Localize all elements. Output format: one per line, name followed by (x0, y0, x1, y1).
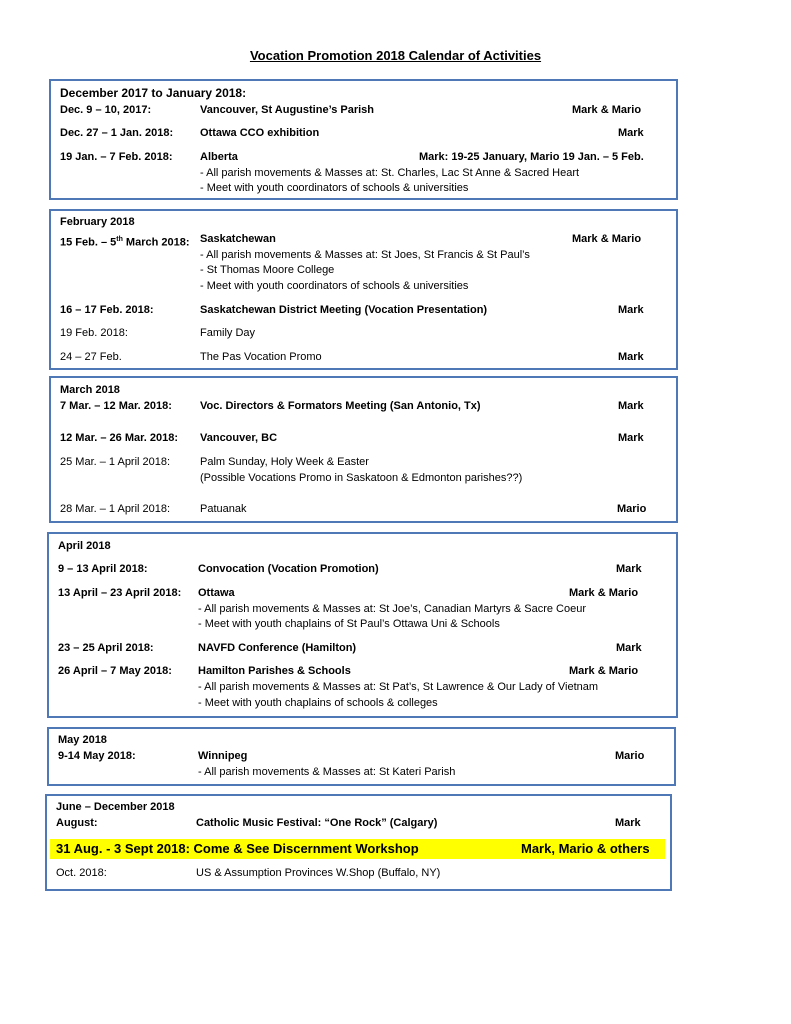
row-date: Dec. 27 – 1 Jan. 2018: (60, 127, 174, 139)
section-heading: April 2018 (58, 540, 111, 552)
row-who: Mark (618, 127, 644, 139)
section-heading: February 2018 (60, 216, 135, 228)
highlight-who: Mark, Mario & others (521, 841, 650, 856)
row-detail: - Meet with youth coordinators of schools & universities (200, 182, 469, 194)
row-who: Mark & Mario (572, 233, 642, 245)
row-event: Alberta (200, 151, 238, 163)
row-detail: - All parish movements & Masses at: St Joes, St Francis & St Paul’s (200, 249, 530, 261)
row-detail: - All parish movements & Masses at: St Kateri Parish (198, 766, 456, 778)
row-who: Mark (618, 400, 644, 412)
row-date: 9-14 May 2018: (58, 750, 136, 762)
row-who: Mark (615, 817, 641, 829)
row-event: US & Assumption Provinces W.Shop (Buffalo, NY) (196, 867, 441, 879)
section-heading: June – December 2018 (56, 801, 175, 813)
row-date: August: (56, 817, 98, 829)
row-event: Ottawa (198, 587, 235, 599)
row-event: Voc. Directors & Formators Meeting (San Antonio, Tx) (200, 400, 481, 412)
row-detail: (Possible Vocations Promo in Saskatoon & Edmonton parishes??) (200, 472, 523, 484)
row-event: The Pas Vocation Promo (200, 351, 322, 363)
row-who: Mark & Mario (569, 587, 639, 599)
section-march (49, 376, 678, 523)
row-event: Saskatchewan District Meeting (Vocation Presentation) (200, 304, 488, 316)
row-detail: - All parish movements & Masses at: St Pat’s, St Lawrence & Our Lady of Vietnam (198, 681, 599, 693)
row-date: 19 Jan. – 7 Feb. 2018: (60, 151, 173, 163)
row-who: Mark & Mario (569, 665, 639, 677)
row-event: NAVFD Conference (Hamilton) (198, 642, 357, 654)
row-event: Patuanak (200, 503, 247, 515)
row-event: Palm Sunday, Holy Week & Easter (200, 456, 369, 468)
row-event: Convocation (Vocation Promotion) (198, 563, 379, 575)
row-event: Ottawa CCO exhibition (200, 127, 320, 139)
section-heading: May 2018 (58, 734, 107, 746)
row-event: Winnipeg (198, 750, 248, 762)
row-date: 25 Mar. – 1 April 2018: (60, 456, 171, 468)
row-date: 13 April – 23 April 2018: (58, 587, 182, 599)
row-date: 23 – 25 April 2018: (58, 642, 154, 654)
row-who: Mario (617, 503, 647, 515)
row-date: 19 Feb. 2018: (60, 327, 128, 339)
row-date: 26 April – 7 May 2018: (58, 665, 172, 677)
row-date: 12 Mar. – 26 Mar. 2018: (60, 432, 179, 444)
row-event: Vancouver, St Augustine’s Parish (200, 104, 375, 116)
row-date: 15 Feb. – 5th March 2018: (60, 236, 190, 249)
row-event: Family Day (200, 327, 256, 339)
highlight-event: 31 Aug. - 3 Sept 2018: Come & See Discernment Workshop (56, 841, 419, 856)
row-detail: - St Thomas Moore College (200, 264, 335, 276)
row-who: Mark (618, 351, 644, 363)
row-detail: - All parish movements & Masses at: St Joe’s, Canadian Martyrs & Sacre Coeur (198, 603, 587, 615)
row-date: 7 Mar. – 12 Mar. 2018: (60, 400, 172, 412)
row-who: Mark & Mario (572, 104, 642, 116)
row-event: Saskatchewan (200, 233, 276, 245)
page-title: Vocation Promotion 2018 Calendar of Activities (249, 48, 542, 63)
row-who: Mark (618, 432, 644, 444)
row-date: 9 – 13 April 2018: (58, 563, 148, 575)
row-who: Mark: 19-25 January, Mario 19 Jan. – 5 Feb. (419, 151, 644, 163)
row-detail: - Meet with youth chaplains of schools & colleges (198, 697, 438, 709)
row-event: Hamilton Parishes & Schools (198, 665, 351, 677)
row-detail: - Meet with youth chaplains of St Paul’s Ottawa Uni & Schools (198, 618, 500, 630)
row-date: Dec. 9 – 10, 2017: (60, 104, 152, 116)
section-heading: December 2017 to January 2018: (60, 86, 247, 100)
row-date: 28 Mar. – 1 April 2018: (60, 503, 171, 515)
row-date: Oct. 2018: (56, 867, 107, 879)
row-event: Catholic Music Festival: “One Rock” (Calgary) (196, 817, 438, 829)
row-who: Mark (616, 642, 642, 654)
section-heading: March 2018 (60, 384, 120, 396)
row-detail: - All parish movements & Masses at: St. Charles, Lac St Anne & Sacred Heart (200, 167, 580, 179)
row-detail: - Meet with youth coordinators of schools & universities (200, 280, 469, 292)
row-who: Mark (616, 563, 642, 575)
row-event: Vancouver, BC (200, 432, 278, 444)
row-who: Mark (618, 304, 644, 316)
row-date: 24 – 27 Feb. (60, 351, 122, 363)
row-who: Mario (615, 750, 645, 762)
row-date: 16 – 17 Feb. 2018: (60, 304, 154, 316)
